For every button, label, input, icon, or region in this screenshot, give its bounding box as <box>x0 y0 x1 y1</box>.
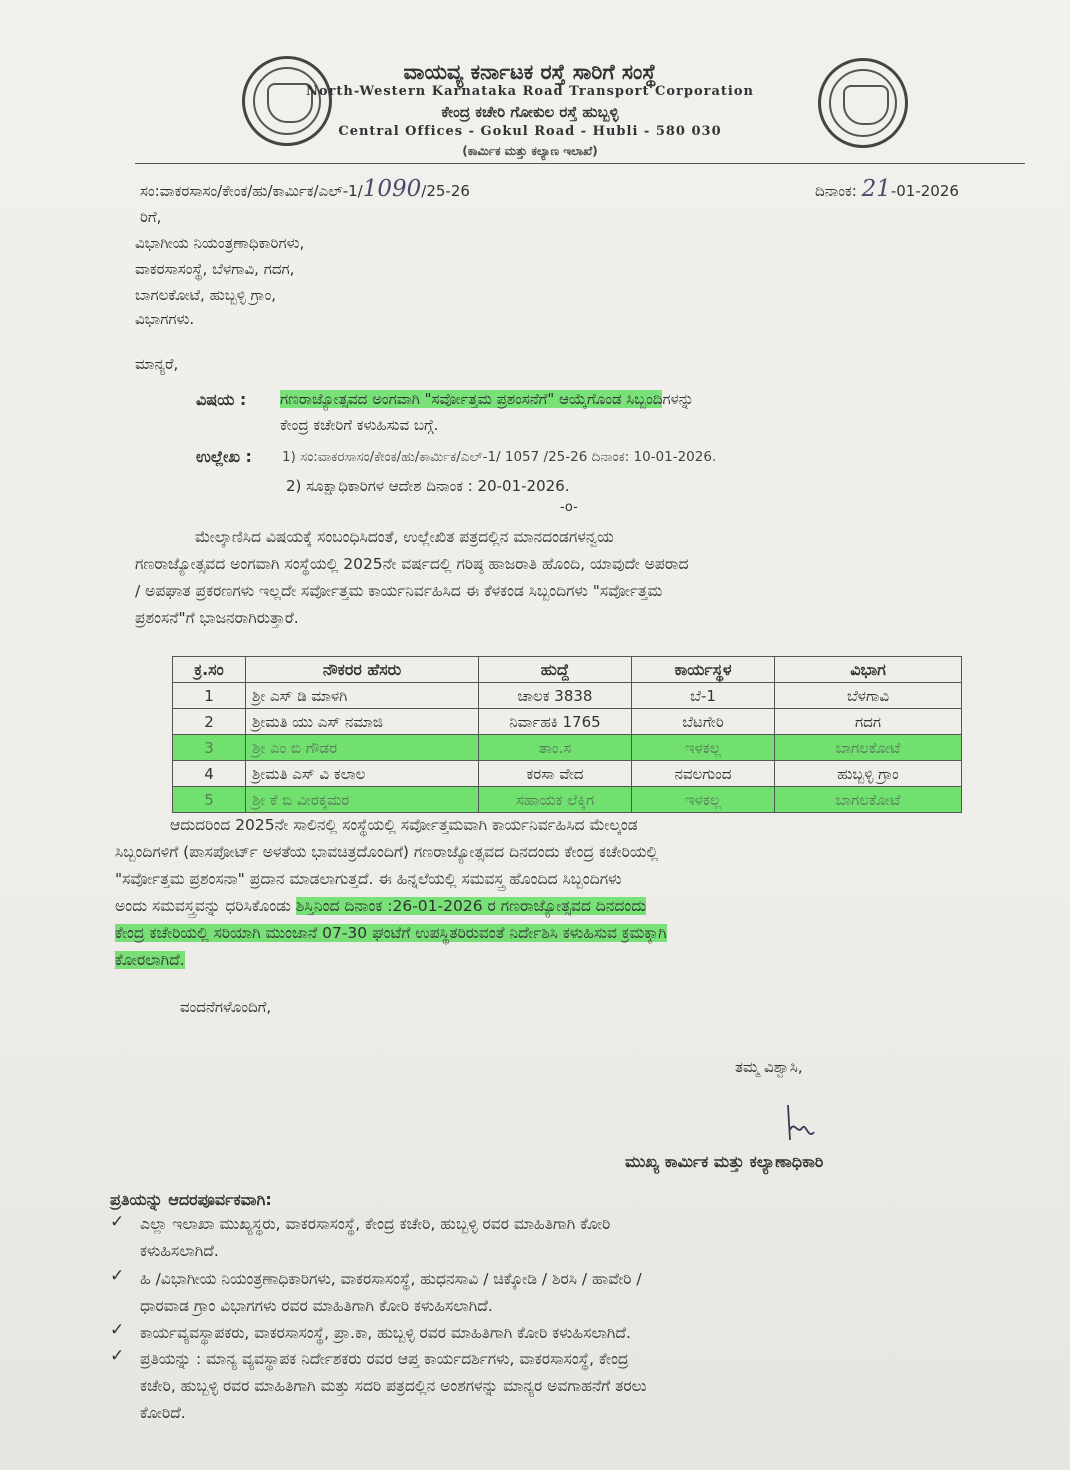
copy-item <box>140 1266 1020 1320</box>
cell-division: ಹುಬ್ಬಳ್ಳಿ ಗ್ರಾಂ <box>775 761 962 787</box>
check-mark-icon: ✓ <box>110 1212 125 1232</box>
copy-item-line: ಕಾರ್ಯವ್ಯವಸ್ಥಾಪಕರು, ವಾಕರಸಾಸಂಸ್ಥೆ, ಪ್ರಾ.ಕಾ, ಹುಬ್ಬಳ್ಳಿ ರವರ ಮಾಹಿತಿಗಾಗಿ ಕೋರಿ ಕಳುಹಿಸಲಾಗಿದೆ. <box>140 1324 631 1342</box>
copy-item-line: ಕಳುಹಿಸಲಾಗಿದೆ. <box>140 1242 219 1260</box>
ref-suffix: /25-26 <box>421 182 470 200</box>
cell-workplace: ಇಳಕಲ್ಲ <box>632 787 775 813</box>
org-name-kannada: ವಾಯವ್ಯ ಕರ್ನಾಟಕ ರಸ್ತೆ ಸಾರಿಗೆ ಸಂಸ್ಥೆ <box>403 60 657 84</box>
corporation-seal-right-icon <box>818 58 908 148</box>
salutation: ಮಾನ್ಯರೆ, <box>135 355 179 373</box>
copy-item-line: ಪ್ರತಿಯನ್ನು : ಮಾನ್ಯ ವ್ಯವಸ್ಥಾಪಕ ನಿರ್ದೇಶಕರು ರವರ ಆಪ್ತ ಕಾರ್ಯದರ್ಶಿಗಳು, ವಾಕರಸಾಸಂಸ್ಥೆ, ಕೇಂದ್ರ <box>140 1350 629 1368</box>
divider-mark: -o- <box>560 500 578 515</box>
cell-serial: 4 <box>173 761 246 787</box>
check-mark-icon: ✓ <box>110 1320 125 1340</box>
paragraph-line: ಸಿಬ್ಬಂದಿಗಳಿಗೆ (ಪಾಸಪೋರ್ಟ್ ಅಳತೆಯ ಭಾವಚಿತ್ರದೊಂದಿಗೆ) ಗಣರಾಜ್ಯೋತ್ಸವದ ದಿನದಂದು ಕೇಂದ್ರ ಕಚೇರಿಯಲ್ಲಿ <box>115 843 659 861</box>
cell-workplace: ನವಲಗುಂದ <box>632 761 775 787</box>
cell-designation: ನಿರ್ವಾಹಕಿ 1765 <box>479 709 632 735</box>
check-mark-icon: ✓ <box>110 1266 125 1286</box>
date-label: ದಿನಾಂಕ: <box>815 182 857 200</box>
highlighted-instruction: ಕೇಂದ್ರ ಕಚೇರಿಯಲ್ಲಿ ಸರಿಯಾಗಿ ಮುಂಜಾನೆ 07-30 ಘಂಟೆಗೆ ಉಪಸ್ಥಿತರಿರುವಂತೆ ನಿರ್ದೇಶಿಸಿ ಕಳುಹಿಸುವ ಕ್ರಮಕ್ಕಾಗಿ <box>115 924 667 942</box>
addressee-label: ರಿಗೆ, <box>140 208 162 226</box>
ref-prefix: ಸಂ:ವಾಕರಸಾಸಂ/ಕೇಂಕ/ಹು/ಕಾರ್ಮಿಕ/ಎಲ್-1/ <box>140 182 363 200</box>
body-paragraph-1 <box>135 524 1015 632</box>
subject-label: ವಿಷಯ : <box>196 390 247 409</box>
addressee-line: ವಿಭಾಗೀಯ ನಿಯಂತ್ರಣಾಧಿಕಾರಿಗಳು, <box>135 234 305 252</box>
col-division: ವಿಭಾಗ <box>775 657 962 683</box>
copy-item <box>140 1346 1020 1427</box>
cell-serial: 5 <box>173 787 246 813</box>
paragraph-line: "ಸರ್ವೋತ್ತಮ ಪ್ರಶಂಸನಾ" ಪ್ರದಾನ ಮಾಡಲಾಗುತ್ತದೆ. ಈ ಹಿನ್ನಲೆಯಲ್ಲಿ ಸಮವಸ್ತ್ರ ಹೊಂದಿದ ಸಿಬ್ಬಂದಿಗಳು <box>115 870 622 888</box>
department-line: (ಕಾರ್ಮಿಕ ಮತ್ತು ಕಲ್ಯಾಣ ಇಲಾಖೆ) <box>462 144 598 158</box>
ref-handwritten-number: 1090 <box>362 176 422 202</box>
table-row <box>173 683 962 709</box>
awardee-table <box>172 656 962 813</box>
cell-name: ಶ್ರೀ ಕೆ ಬಿ ವೀರಕ್ಕಮರ <box>246 787 479 813</box>
signatory-designation: ಮುಖ್ಯ ಕಾರ್ಮಿಕ ಮತ್ತು ಕಲ್ಯಾಣಾಧಿಕಾರಿ <box>625 1152 824 1171</box>
paragraph-line <box>115 920 1020 947</box>
paragraph-line: ಪ್ರಶಂಸನೆ"ಗೆ ಭಾಜನರಾಗಿರುತ್ತಾರೆ. <box>135 609 299 627</box>
cell-name: ಶ್ರೀಮತಿ ಎಸ್ ವಿ ಕಲಾಲ <box>246 761 479 787</box>
org-name-english: North-Western Karnataka Road Transport Corporation <box>306 84 754 99</box>
reference-line-2: 2) ಸೂಕ್ಷಾಧಿಕಾರಿಗಳ ಆದೇಶ ದಿನಾಂಕ : 20-01-2026. <box>286 477 570 495</box>
address-english: Central Offices - Gokul Road - Hubli - 580 030 <box>338 124 722 139</box>
table-row-highlighted <box>173 787 962 813</box>
yours-faithfully: ತಮ್ಮ ವಿಶ್ವಾಸಿ, <box>735 1058 803 1076</box>
paragraph-line: / ಅಪಘಾತ ಪ್ರಕರಣಗಳು ಇಲ್ಲದೇ ಸರ್ವೋತ್ತಮ ಕಾರ್ಯನಿರ್ವಹಿಸಿದ ಈ ಕೆಳಕಂಡ ಸಿಬ್ಬಂದಿಗಳು "ಸರ್ವೋತ್ತಮ <box>135 582 663 600</box>
cell-division: ಬಾಗಲಕೋಟೆ <box>775 735 962 761</box>
copy-item-line: ಹಿ /ವಿಭಾಗೀಯ ನಿಯಂತ್ರಣಾಧಿಕಾರಿಗಳು, ವಾಕರಸಾಸಂಸ್ಥೆ, ಹುಧನಸಾವಿ / ಚಿಕ್ಕೋಡಿ / ಶಿರಸಿ / ಹಾವೇರಿ / <box>140 1270 642 1288</box>
signature-scribble <box>780 1100 820 1150</box>
cell-name: ಶ್ರೀ ಎಂ ಬಿ ಗೌಡರ <box>246 735 479 761</box>
cell-serial: 2 <box>173 709 246 735</box>
cell-workplace: ಇಳಕಲ್ಲ <box>632 735 775 761</box>
cell-designation: ಕರಸಾ ವೇದ <box>479 761 632 787</box>
subject-tail: ಗಳನ್ನು <box>662 390 694 408</box>
addressee-line: ವಿಭಾಗಗಳು. <box>135 310 195 328</box>
copy-item-line: ಕಚೇರಿ, ಹುಬ್ಬಳ್ಳಿ ರವರ ಮಾಹಿತಿಗಾಗಿ ಮತ್ತು ಸದರಿ ಪತ್ರದಲ್ಲಿನ ಅಂಶಗಳನ್ನು ಮಾನ್ಯರ ಅವಗಾಹನೆಗೆ ತರಲು <box>140 1377 647 1395</box>
paragraph-line: ಆದುದರಿಂದ 2025ನೇ ಸಾಲಿನಲ್ಲಿ ಸಂಸ್ಥೆಯಲ್ಲಿ ಸರ್ವೋತ್ತಮವಾಗಿ ಕಾರ್ಯನಿರ್ವಹಿಸಿದ ಮೇಲ್ಕಂಡ <box>170 816 638 834</box>
cell-division: ಗದಗ <box>775 709 962 735</box>
body-paragraph-2 <box>115 812 1020 974</box>
subject-line-2: ಕೇಂದ್ರ ಕಚೇರಿಗೆ ಕಳುಹಿಸುವ ಬಗ್ಗೆ. <box>280 416 439 434</box>
date-rest: -01-2026 <box>890 182 959 200</box>
date-handwritten-day: 21 <box>861 176 891 202</box>
cell-division: ಬಾಗಲಕೋಟೆ <box>775 787 962 813</box>
col-workplace: ಕಾರ್ಯಸ್ಥಳ <box>632 657 775 683</box>
cell-serial: 3 <box>173 735 246 761</box>
copy-item <box>140 1320 1020 1347</box>
cell-designation: ತಾಂ.ಸ <box>479 735 632 761</box>
reference-number <box>140 176 470 202</box>
col-designation: ಹುದ್ದೆ <box>479 657 632 683</box>
paragraph-line: ಗಣರಾಜ್ಯೋತ್ಸವದ ಅಂಗವಾಗಿ ಸಂಸ್ಥೆಯಲ್ಲಿ 2025ನೇ ವರ್ಷದಲ್ಲಿ ಗರಿಷ್ಠ ಹಾಜರಾತಿ ಹೊಂದಿ, ಯಾವುದೇ ಅಪರಾದ <box>135 555 689 573</box>
cell-name: ಶ್ರೀಮತಿ ಯು ಎಸ್ ನಮಾಜಿ <box>246 709 479 735</box>
cell-workplace: ಬೆ-1 <box>632 683 775 709</box>
table-row-highlighted <box>173 735 962 761</box>
copy-heading: ಪ್ರತಿಯನ್ನು ಆದರಪೂರ್ವಕವಾಗಿ: <box>110 1190 272 1209</box>
col-serial: ಕ್ರ.ಸಂ <box>173 657 246 683</box>
addressee-line: ಬಾಗಲಕೋಟೆ, ಹುಬ್ಬಳ್ಳಿ ಗ್ರಾಂ, <box>135 286 276 304</box>
copy-item <box>140 1211 1020 1265</box>
cell-serial: 1 <box>173 683 246 709</box>
paragraph-line-start: ಅಂದು ಸಮವಸ್ತ್ರವನ್ನು ಧರಿಸಿಕೊಂಡು <box>115 897 296 915</box>
table-header-row <box>173 657 962 683</box>
check-mark-icon: ✓ <box>110 1346 125 1366</box>
copy-item-line: ಧಾರವಾಡ ಗ್ರಾಂ ವಿಭಾಗಗಳು ರವರ ಮಾಹಿತಿಗಾಗಿ ಕೋರಿ ಕಳುಹಿಸಲಾಗಿದೆ. <box>140 1297 493 1315</box>
reference-label: ಉಲ್ಲೇಖ : <box>196 447 252 466</box>
highlighted-instruction: ಕೋರಲಾಗಿದೆ. <box>115 951 185 969</box>
address-kannada: ಕೇಂದ್ರ ಕಚೇರಿ ಗೋಕುಲ ರಸ್ತೆ ಹುಬ್ಬಳ್ಳಿ <box>441 103 619 121</box>
header-rule <box>135 163 1025 164</box>
copy-item-line: ಎಲ್ಲಾ ಇಲಾಖಾ ಮುಖ್ಯಸ್ಥರು, ವಾಕರಸಾಸಂಸ್ಥೆ, ಕೇಂದ್ರ ಕಚೇರಿ, ಹುಬ್ಬಳ್ಳಿ ರವರ ಮಾಹಿತಿಗಾಗಿ ಕೋರಿ <box>140 1215 611 1233</box>
cell-workplace: ಬೆಟಗೇರಿ <box>632 709 775 735</box>
copy-item-line: ಕೋರಿದೆ. <box>140 1404 186 1422</box>
subject-highlighted: ಗಣರಾಜ್ಯೋತ್ಸವದ ಅಂಗವಾಗಿ "ಸರ್ವೋತ್ತಮ ಪ್ರಶಂಸನೆಗೆ" ಆಯ್ಕೆಗೊಂಡ ಸಿಬ್ಬಂದಿ <box>280 390 663 408</box>
paragraph-line <box>115 947 1020 974</box>
highlighted-instruction: ಶಿಸ್ತಿನಿಂದ ದಿನಾಂಕ :26-01-2026 ರ ಗಣರಾಜ್ಯೋತ್ಸವದ ದಿನದಂದು <box>295 897 647 915</box>
table-row <box>173 709 962 735</box>
subject-line-1 <box>280 390 694 408</box>
cell-designation: ಸಹಾಯಕ ಲೆಕ್ಕಿಗ <box>479 787 632 813</box>
paragraph-line <box>115 893 1020 920</box>
cell-name: ಶ್ರೀ ಎಸ್ ಡಿ ಮಾಳಗಿ <box>246 683 479 709</box>
col-name: ನೌಕರರ ಹೆಸರು <box>246 657 479 683</box>
cell-division: ಬೆಳಗಾವಿ <box>775 683 962 709</box>
closing-greeting: ವಂದನೆಗಳೊಂದಿಗೆ, <box>180 998 272 1016</box>
reference-line-1: 1) ಸಂ:ವಾಕರಸಾಸಂ/ಕೇಂಕ/ಹು/ಕಾರ್ಮಿಕ/ಎಲ್-1/ 1057 /25-26 ದಿನಾಂಕ: 10-01-2026. <box>282 449 717 465</box>
letter-date <box>815 176 959 202</box>
table-row <box>173 761 962 787</box>
addressee-line: ವಾಕರಸಾಸಂಸ್ಥೆ, ಬೆಳಗಾವಿ, ಗದಗ, <box>135 260 295 278</box>
paragraph-line: ಮೇಲ್ಕಾಣಿಸಿದ ವಿಷಯಕ್ಕೆ ಸಂಬಂಧಿಸಿದಂತೆ, ಉಲ್ಲೇಖಿತ ಪತ್ರದಲ್ಲಿನ ಮಾನದಂಡಗಳನ್ವಯ <box>195 528 614 546</box>
cell-designation: ಚಾಲಕ 3838 <box>479 683 632 709</box>
